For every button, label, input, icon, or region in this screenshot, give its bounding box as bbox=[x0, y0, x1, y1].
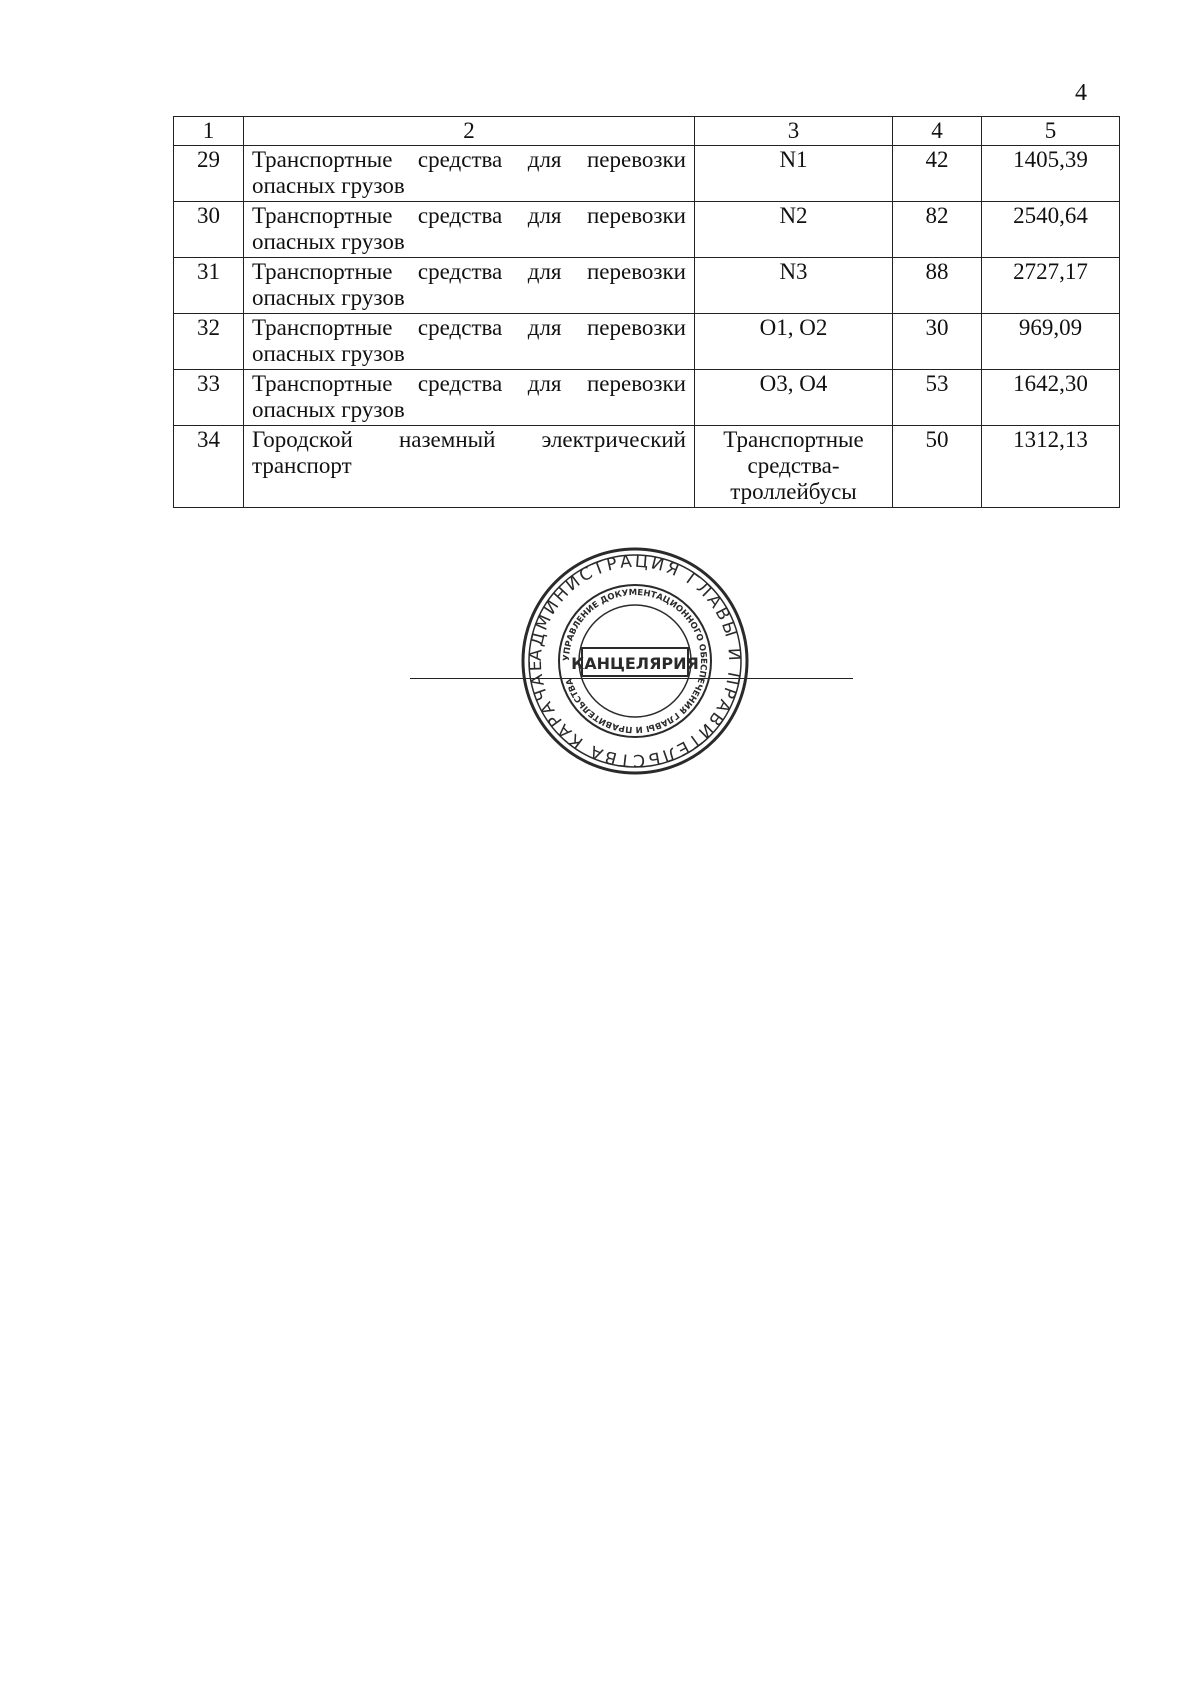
table-row bbox=[174, 426, 1120, 508]
seal-inner-textpath: УПРАВЛЕНИЕ ДОКУМЕНТАЦИОННОГО ОБЕСПЕЧЕНИЯ ГЛАВЫ И ПРАВИТЕЛЬСТВА bbox=[561, 587, 709, 735]
row-col5: 2727,17 bbox=[982, 258, 1120, 314]
row-number: 30 bbox=[174, 202, 244, 258]
row-name: Транспортные средства для перевозки опасных грузов bbox=[244, 370, 695, 426]
table-header-row bbox=[174, 117, 1120, 146]
header-cell-2: 2 bbox=[244, 117, 695, 146]
table-row bbox=[174, 258, 1120, 314]
row-name: Транспортные средства для перевозки опасных грузов bbox=[244, 146, 695, 202]
row-number: 29 bbox=[174, 146, 244, 202]
row-col5: 1642,30 bbox=[982, 370, 1120, 426]
row-name: Городской наземный электрический транспорт bbox=[244, 426, 695, 508]
header-cell-5: 5 bbox=[982, 117, 1120, 146]
header-cell-4: 4 bbox=[893, 117, 982, 146]
row-col4: 82 bbox=[893, 202, 982, 258]
row-col5: 1312,13 bbox=[982, 426, 1120, 508]
row-category: N1 bbox=[695, 146, 893, 202]
official-seal bbox=[520, 546, 750, 776]
table-row bbox=[174, 370, 1120, 426]
seal-outer-textpath: АДМИНИСТРАЦИЯ ГЛАВЫ И ПРАВИТЕЛЬСТВА КАРАЧАЕ bbox=[525, 551, 745, 771]
row-category: O3, O4 bbox=[695, 370, 893, 426]
row-category: N2 bbox=[695, 202, 893, 258]
row-col4: 30 bbox=[893, 314, 982, 370]
row-col4: 50 bbox=[893, 426, 982, 508]
row-number: 31 bbox=[174, 258, 244, 314]
seal-center-text: КАНЦЕЛЯРИЯ bbox=[571, 654, 699, 673]
row-number: 34 bbox=[174, 426, 244, 508]
row-name: Транспортные средства для перевозки опасных грузов bbox=[244, 202, 695, 258]
row-number: 33 bbox=[174, 370, 244, 426]
table-row bbox=[174, 146, 1120, 202]
row-col5: 969,09 bbox=[982, 314, 1120, 370]
row-col4: 88 bbox=[893, 258, 982, 314]
table-row bbox=[174, 202, 1120, 258]
row-col5: 2540,64 bbox=[982, 202, 1120, 258]
row-category: N3 bbox=[695, 258, 893, 314]
row-col4: 53 bbox=[893, 370, 982, 426]
row-category: Транспортные средства-троллейбусы bbox=[695, 426, 893, 508]
row-col5: 1405,39 bbox=[982, 146, 1120, 202]
row-name: Транспортные средства для перевозки опасных грузов bbox=[244, 314, 695, 370]
row-number: 32 bbox=[174, 314, 244, 370]
header-cell-3: 3 bbox=[695, 117, 893, 146]
seal-svg bbox=[520, 546, 750, 776]
tariff-table bbox=[173, 116, 1120, 508]
row-category: O1, O2 bbox=[695, 314, 893, 370]
table-row bbox=[174, 314, 1120, 370]
header-cell-1: 1 bbox=[174, 117, 244, 146]
row-name: Транспортные средства для перевозки опасных грузов bbox=[244, 258, 695, 314]
row-col4: 42 bbox=[893, 146, 982, 202]
page-number: 4 bbox=[1075, 80, 1087, 106]
